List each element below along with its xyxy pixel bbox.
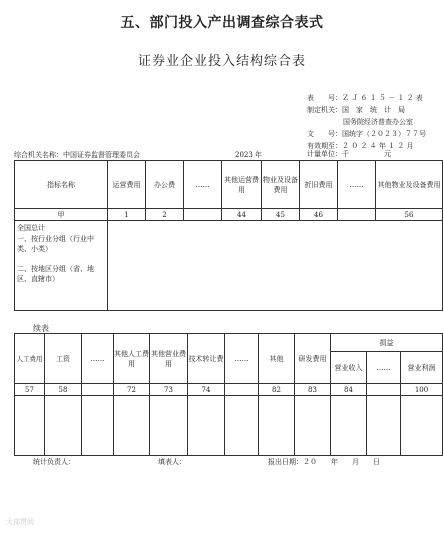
code-cell: 46 [300, 209, 338, 221]
code-cell: 73 [150, 384, 188, 396]
col-operating-profit: 营业利润 [401, 352, 443, 384]
data-cell [401, 396, 443, 456]
col-ellipsis: …… [338, 161, 376, 209]
col-other-property-equipment: 其他物业及设备费用 [376, 161, 443, 209]
report-year: 2023 年 [235, 151, 263, 159]
continued-table [14, 333, 443, 456]
col-other-labor-cost: 其他人工费用 [114, 334, 150, 384]
structure-table [14, 160, 443, 311]
code-cell: 82 [259, 384, 295, 396]
table2-code-row [15, 384, 443, 396]
data-cell [295, 396, 331, 456]
data-cell [15, 396, 45, 456]
col-profit-loss: 损益 [331, 334, 443, 352]
col-depreciation: 折旧费用 [300, 161, 338, 209]
code-cell: 72 [114, 384, 150, 396]
code-cell [184, 209, 222, 221]
col-office-expense: 办公费 [146, 161, 184, 209]
meta-unit: 计量单位：千 元 [307, 150, 391, 158]
code-cell: 1 [108, 209, 146, 221]
org-name: 综合机关名称：中国证券监督管理委员会 [14, 151, 140, 159]
meta-valid-until: 有效期至：２ ０ ２ ４ 年 １ ２ 月 [307, 142, 414, 150]
col-ellipsis: …… [367, 352, 401, 384]
code-cell [82, 384, 114, 396]
meta-authority: 制定机关：国 家 统 计 局 [307, 106, 405, 114]
code-cell [225, 384, 259, 396]
watermark-text: 大部贯阅 [6, 518, 34, 526]
col-property-equipment: 物业及设备费用 [262, 161, 300, 209]
col-tech-transfer-fee: 技术转让费 [188, 334, 225, 384]
col-operating-revenue: 营业收入 [331, 352, 367, 384]
data-cell [331, 396, 367, 456]
code-cell [367, 384, 401, 396]
col-other-business-expense: 其他营业费用 [150, 334, 188, 384]
report-date-label: 报出日期：２０ 年 月 日 [268, 458, 380, 466]
continued-label: 续表 [33, 324, 49, 333]
col-indicator-name: 指标名称 [15, 161, 108, 209]
meta-document-number: 文 号：国统字（２０２３）７７号 [307, 130, 426, 138]
row-by-industry: 一、按行业分组（行业中类、小类） [17, 235, 94, 253]
table2-body-row [15, 396, 443, 456]
data-cell [367, 396, 401, 456]
code-cell: 57 [15, 384, 45, 396]
data-cell [82, 396, 114, 456]
col-other: 其他 [259, 334, 295, 384]
code-cell: 84 [331, 384, 367, 396]
table2-header-row-1 [15, 334, 443, 352]
col-ellipsis: …… [82, 334, 114, 384]
code-cell [338, 209, 376, 221]
filler-label: 填表人： [158, 458, 186, 466]
code-cell: 44 [222, 209, 262, 221]
meta-authority-2: 国务院经济普查办公室 [343, 118, 413, 126]
col-labor-cost: 人工费用 [15, 334, 45, 384]
data-cell [45, 396, 82, 456]
code-cell: 74 [188, 384, 225, 396]
code-cell: 45 [262, 209, 300, 221]
col-ellipsis: …… [184, 161, 222, 209]
code-cell: 58 [45, 384, 82, 396]
table1-code-row [15, 209, 443, 221]
section-title: 五、部门投入产出调查综合表式 [120, 15, 324, 31]
code-cell: 甲 [15, 209, 108, 221]
data-cell [114, 396, 150, 456]
data-cell [259, 396, 295, 456]
empty-data-area [108, 221, 443, 311]
code-cell: 2 [146, 209, 184, 221]
table1-body-row [15, 221, 443, 311]
code-cell: 83 [295, 384, 331, 396]
meta-form-number: 表 号：Ｚ Ｊ ６ １ ５ － １ ２ 表 [307, 94, 423, 102]
row-by-region: 二、按地区分组（省、地区、直辖市） [17, 265, 94, 283]
form-title: 证券业企业投入结构综合表 [137, 54, 306, 69]
data-cell [150, 396, 188, 456]
col-operating-expense: 运营费用 [108, 161, 146, 209]
data-cell [188, 396, 225, 456]
col-rd-expense: 研发费用 [295, 334, 331, 384]
row-national-total: 全国总计 [17, 224, 45, 232]
code-cell: 56 [376, 209, 443, 221]
row-labels-cell [15, 221, 108, 311]
data-cell [225, 396, 259, 456]
col-ellipsis: …… [225, 334, 259, 384]
code-cell: 100 [401, 384, 443, 396]
stat-lead-label: 统计负责人： [33, 458, 75, 466]
col-wage: 工资 [45, 334, 82, 384]
form-meta [307, 92, 443, 152]
col-other-operating-expense: 其他运营费用 [222, 161, 262, 209]
table1-header-row [15, 161, 443, 209]
